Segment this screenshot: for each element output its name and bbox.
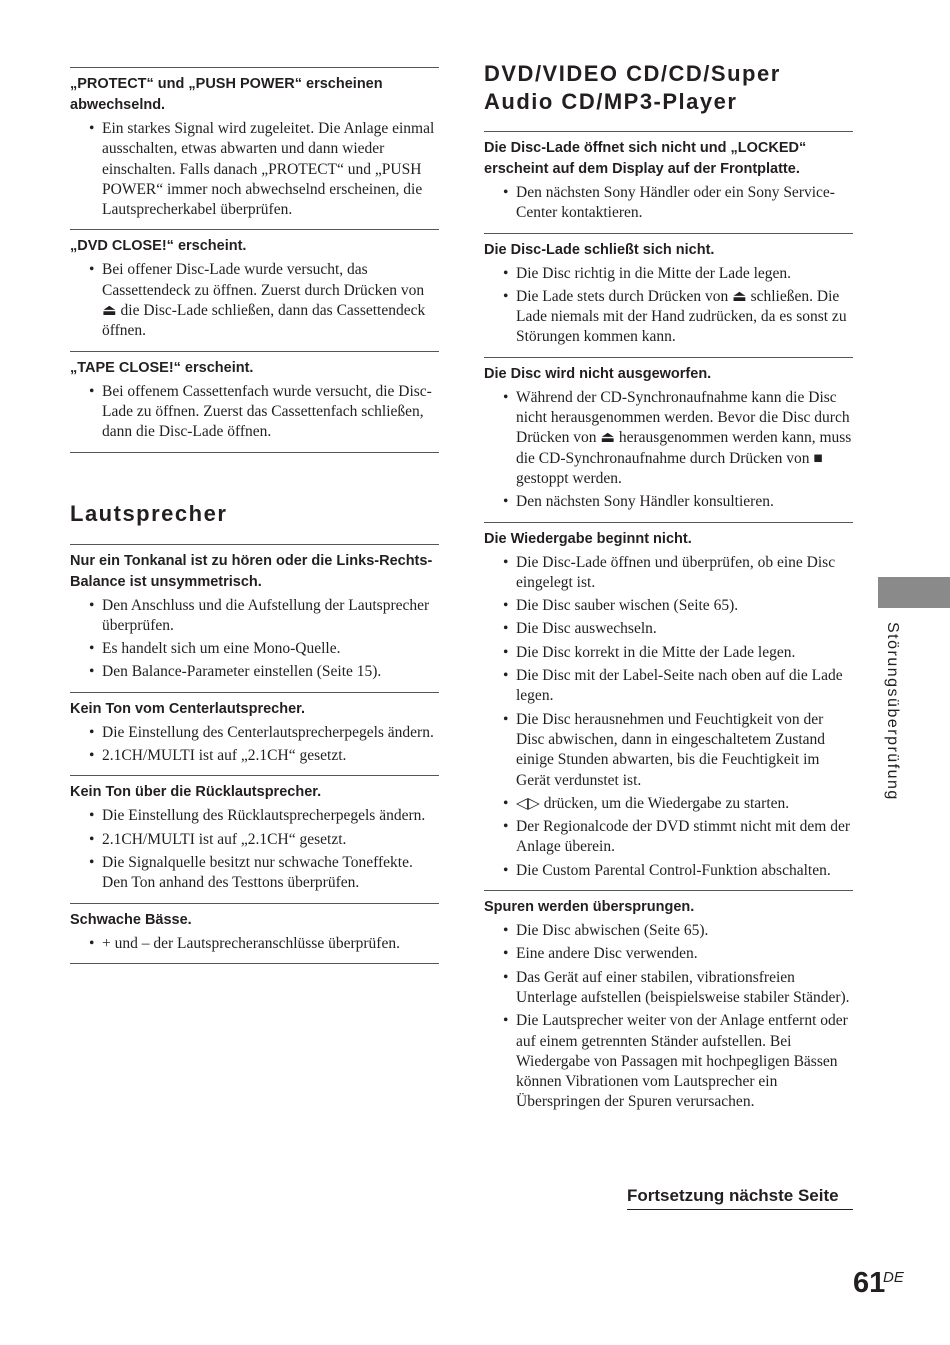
entry-question: Die Wiedergabe beginnt nicht. xyxy=(484,530,692,547)
entry-list xyxy=(70,260,439,341)
list-item: • Die Disc richtig in die Mitte der Lade legen. xyxy=(484,264,853,284)
entry-question: Die Disc wird nicht ausgeworfen. xyxy=(484,365,712,382)
list-item: • Es handelt sich um eine Mono-Quelle. xyxy=(70,639,439,659)
entry-list xyxy=(484,921,853,1113)
list-item: • Ein starkes Signal wird zugeleitet. Die Anlage einmal ausschalten, etwas abwarten und dann wieder einschalten. Falls danach „PROTECT“ und „PUSH POWER“ immer noch abwechselnd erscheinen, die Lautsprecherkabel überprüfen. xyxy=(70,119,439,220)
list-item: • Die Disc korrekt in die Mitte der Lade legen. xyxy=(484,643,853,663)
entry-tracks-skipped xyxy=(484,890,853,1122)
left-column xyxy=(70,0,439,964)
entry-one-channel xyxy=(70,544,439,692)
section-title-line: Audio CD/MP3-Player xyxy=(484,89,738,114)
entry-dvd-close xyxy=(70,229,439,350)
entry-tray-not-closing xyxy=(484,233,853,357)
list-item: • Die Disc sauber wischen (Seite 65). xyxy=(484,596,853,616)
entry-list xyxy=(484,183,853,224)
page-language-suffix: DE xyxy=(883,1269,904,1286)
entry-list xyxy=(484,388,853,513)
continued-next-page-note: Fortsetzung nächste Seite xyxy=(627,1185,853,1210)
section-title-player xyxy=(484,60,853,116)
list-item: • Der Regionalcode der DVD stimmt nicht mit dem der Anlage überein. xyxy=(484,817,853,858)
list-item: • Das Gerät auf einer stabilen, vibrationsfreien Unterlage aufstellen (beispielsweise stabiler Ständer). xyxy=(484,968,853,1009)
section-title-line: DVD/VIDEO CD/CD/Super xyxy=(484,61,781,86)
list-item: • Den nächsten Sony Händler konsultieren. xyxy=(484,492,853,512)
entry-question: „TAPE CLOSE!“ erscheint. xyxy=(70,359,254,376)
entry-no-rear-sound xyxy=(70,775,439,902)
entry-playback-not-starting xyxy=(484,522,853,890)
list-item: • Die Disc herausnehmen und Feuchtigkeit von der Disc abwischen, dann in eingeschaltetem Zustand einige Stunden abwarten, bis die Feuchtigkeit im Gerät verdunstet ist. xyxy=(484,710,853,791)
entry-list xyxy=(484,553,853,881)
entry-list xyxy=(70,596,439,683)
entry-no-center-sound xyxy=(70,692,439,776)
entry-question: Die Disc-Lade schließt sich nicht. xyxy=(484,241,715,258)
list-item: • Die Signalquelle besitzt nur schwache Toneffekte. Den Ton anhand des Testtons überprüfen. xyxy=(70,853,439,894)
entry-question: Kein Ton über die Rücklautsprecher. xyxy=(70,784,322,801)
list-item: • Die Einstellung des Rücklautsprecherpegels ändern. xyxy=(70,806,439,826)
entry-question: „DVD CLOSE!“ erscheint. xyxy=(70,238,247,255)
side-section-label: Störungsüberprüfung xyxy=(884,622,901,801)
entry-disc-not-ejected xyxy=(484,357,853,522)
entry-list xyxy=(70,119,439,220)
entry-question: Die Disc-Lade öffnet sich nicht und „LOCKED“ erscheint auf dem Display auf der Frontplatte. xyxy=(484,140,807,177)
entry-question: Spuren werden übersprungen. xyxy=(484,899,695,916)
list-item: • 2.1CH/MULTI ist auf „2.1CH“ gesetzt. xyxy=(70,746,439,766)
list-item: • Die Disc abwischen (Seite 65). xyxy=(484,921,853,941)
right-column xyxy=(484,0,853,1122)
list-item: • Die Disc-Lade öffnen und überprüfen, ob eine Disc eingelegt ist. xyxy=(484,553,853,594)
entry-protect-push-power xyxy=(70,67,439,229)
list-item: • Die Custom Parental Control-Funktion abschalten. xyxy=(484,861,853,881)
list-item: • Den nächsten Sony Händler oder ein Sony Service-Center kontaktieren. xyxy=(484,183,853,224)
entry-question: Kein Ton vom Centerlautsprecher. xyxy=(70,700,306,717)
list-item: • Die Disc mit der Label-Seite nach oben auf die Lade legen. xyxy=(484,666,853,707)
list-item: • Bei offener Disc-Lade wurde versucht, das Cassettendeck zu öffnen. Zuerst durch Drücken von ⏏ die Disc-Lade schließen, dann das Cassettendeck öffnen. xyxy=(70,260,439,341)
section-tab-marker xyxy=(878,577,950,608)
entry-question: Schwache Bässe. xyxy=(70,911,192,928)
list-item: • 2.1CH/MULTI ist auf „2.1CH“ gesetzt. xyxy=(70,830,439,850)
entry-list xyxy=(70,382,439,443)
list-item: • Die Lade stets durch Drücken von ⏏ schließen. Die Lade niemals mit der Hand zudrücken, da es sonst zu Störungen kommen kann. xyxy=(484,287,853,348)
entry-weak-bass xyxy=(70,903,439,964)
page-number: 61 xyxy=(853,1267,886,1299)
list-item: • Die Lautsprecher weiter von der Anlage entfernt oder auf einem getrennten Ständer aufstellen. Bei Wiedergabe von Passagen mit hochpegligen Bässen können Vibrationen vom Lautsprecher ein Überspringen der Spuren verursachen. xyxy=(484,1011,853,1112)
entry-list xyxy=(70,934,439,954)
entry-list xyxy=(70,806,439,893)
list-item: • Bei offenem Cassettenfach wurde versucht, die Disc-Lade zu öffnen. Zuerst das Cassettenfach schließen, dann die Disc-Lade öffnen. xyxy=(70,382,439,443)
entry-tray-locked xyxy=(484,131,853,233)
list-item: • Den Anschluss und die Aufstellung der Lautsprecher überprüfen. xyxy=(70,596,439,637)
entry-tape-close xyxy=(70,351,439,453)
list-item: • Den Balance-Parameter einstellen (Seite 15). xyxy=(70,662,439,682)
list-item: • + und – der Lautsprecheranschlüsse überprüfen. xyxy=(70,934,439,954)
entry-list xyxy=(484,264,853,348)
list-item: • Die Einstellung des Centerlautsprecherpegels ändern. xyxy=(70,723,439,743)
entry-question: Nur ein Tonkanal ist zu hören oder die Links-Rechts-Balance ist unsymmetrisch. xyxy=(70,552,433,590)
list-item: • Die Disc auswechseln. xyxy=(484,619,853,639)
section-title-speakers: Lautsprecher xyxy=(70,500,228,526)
entry-question: „PROTECT“ und „PUSH POWER“ erscheinen abwechselnd. xyxy=(70,76,383,113)
list-item: • ◁▷ drücken, um die Wiedergabe zu starten. xyxy=(484,794,853,814)
entry-list xyxy=(70,723,439,767)
list-item: • Während der CD-Synchronaufnahme kann die Disc nicht herausgenommen werden. Bevor die Disc durch Drücken von ⏏ herausgenommen werden kann, muss die CD-Synchronaufnahme durch Drücken von ■ gestoppt werden. xyxy=(484,388,853,489)
list-item: • Eine andere Disc verwenden. xyxy=(484,944,853,964)
